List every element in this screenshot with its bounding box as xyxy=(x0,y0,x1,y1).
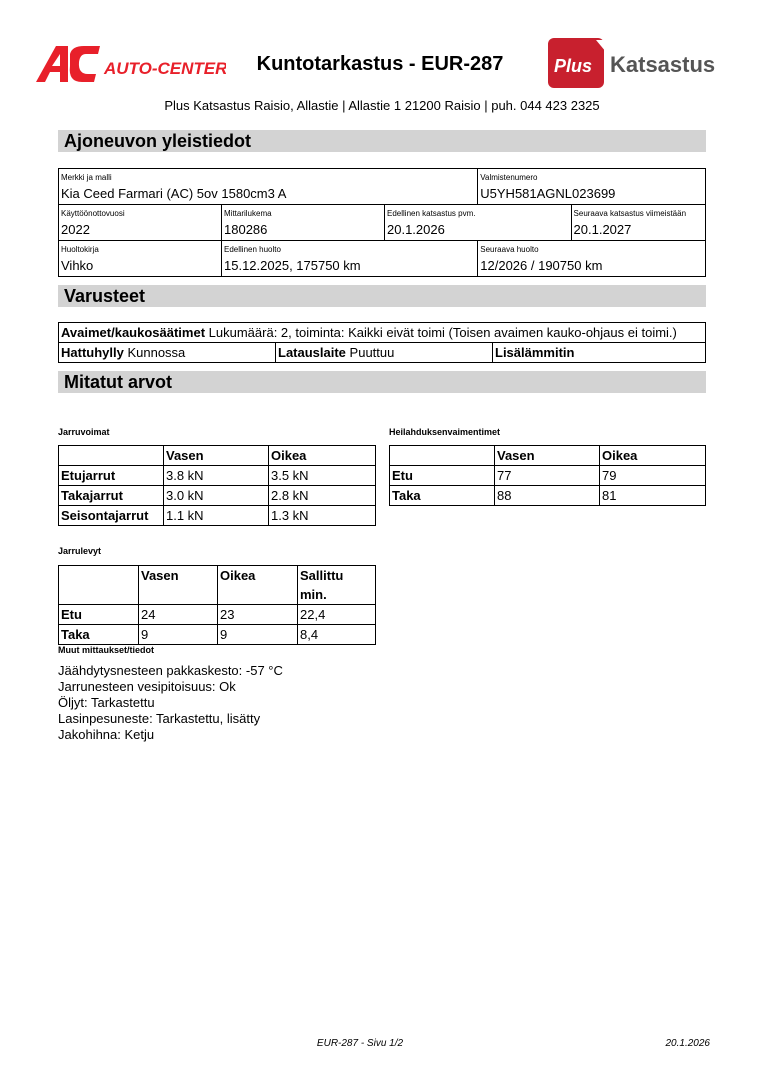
misc-title: Muut mittaukset/tiedot xyxy=(58,645,154,655)
odometer-cell xyxy=(222,205,385,241)
discs-row-min: 8,4 xyxy=(298,625,376,645)
logo-left-text: Auto-Center xyxy=(104,59,226,78)
table-row xyxy=(59,506,376,526)
table-row xyxy=(59,466,376,486)
discs-row-right: 23 xyxy=(218,605,298,625)
keys-cell xyxy=(59,323,706,343)
shocks-row-left: 77 xyxy=(495,466,600,486)
auto-center-logo xyxy=(36,42,226,86)
brakes-row-right: 1.3 kN xyxy=(269,506,376,526)
aux-heater-label: Lisälämmitin xyxy=(495,345,575,360)
brakes-row-label: Seisontajarrut xyxy=(59,506,164,526)
last-service-cell xyxy=(222,241,478,277)
last-inspection-cell xyxy=(385,205,572,241)
brakes-row-right: 3.5 kN xyxy=(269,466,376,486)
year-label: Käyttöönottovuosi xyxy=(61,209,125,218)
brakes-row-right: 2.8 kN xyxy=(269,486,376,506)
shocks-row-label: Taka xyxy=(390,486,495,506)
parcel-shelf-cell xyxy=(59,343,276,363)
shocks-header-empty xyxy=(390,446,495,466)
charger-value: Puuttuu xyxy=(349,345,395,360)
make-model-cell xyxy=(59,169,478,205)
station-address: Plus Katsastus Raisio, Allastie | Allastie 1 21200 Raisio | puh. 044 423 2325 xyxy=(164,98,600,113)
next-service-value: 12/2026 / 190750 km xyxy=(480,258,603,273)
vin-value: U5YH581AGNL023699 xyxy=(480,186,616,201)
discs-header-right: Oikea xyxy=(218,566,298,605)
logo-katsastus-text: Katsastus xyxy=(610,52,716,77)
list-item: Lasinpesuneste: Tarkastettu, lisätty xyxy=(58,711,261,726)
parcel-shelf-label: Hattuhylly xyxy=(61,345,124,360)
footer-date: 20.1.2026 xyxy=(665,1038,710,1049)
last-inspection-label: Edellinen katsastus pvm. xyxy=(387,209,476,218)
list-item: Jakohihna: Ketju xyxy=(58,727,155,742)
brakes-title: Jarruvoimat xyxy=(58,427,110,437)
shocks-header-right: Oikea xyxy=(600,446,706,466)
misc-list xyxy=(58,663,283,743)
last-inspection-value: 20.1.2026 xyxy=(387,222,445,237)
vin-label: Valmistenumero xyxy=(480,173,538,182)
shocks-row-right: 81 xyxy=(600,486,706,506)
last-service-label: Edellinen huolto xyxy=(224,245,281,254)
table-row xyxy=(59,486,376,506)
brakes-table xyxy=(58,445,376,526)
odometer-value: 180286 xyxy=(224,222,268,237)
charger-cell xyxy=(276,343,493,363)
discs-header-empty xyxy=(59,566,139,605)
plus-katsastus-logo xyxy=(548,38,728,90)
discs-row-left: 24 xyxy=(139,605,218,625)
vin-cell xyxy=(478,169,706,205)
discs-row-left: 9 xyxy=(139,625,218,645)
keys-label: Avaimet/kaukosäätimet xyxy=(61,325,206,340)
brakes-row-label: Takajarrut xyxy=(59,486,164,506)
general-info-table xyxy=(58,168,706,277)
next-service-label: Seuraava huolto xyxy=(480,245,539,254)
discs-row-label: Etu xyxy=(59,605,139,625)
section-title-measured: Mitatut arvot xyxy=(58,371,706,393)
shocks-header-left: Vasen xyxy=(495,446,600,466)
next-inspection-value: 20.1.2027 xyxy=(573,222,632,237)
shocks-table xyxy=(389,445,706,506)
parcel-shelf-value: Kunnossa xyxy=(127,345,186,360)
charger-label: Latauslaite xyxy=(278,345,346,360)
discs-row-right: 9 xyxy=(218,625,298,645)
section-title-equipment: Varusteet xyxy=(58,285,706,307)
year-cell xyxy=(59,205,222,241)
document-title: Kuntotarkastus - EUR-287 xyxy=(256,53,504,75)
odometer-label: Mittarilukema xyxy=(224,209,272,218)
keys-value: Lukumäärä: 2, toiminta: Kaikki eivät toimi (Toisen avaimen kauko-ohjaus ei toimi.) xyxy=(208,325,677,340)
table-row xyxy=(59,625,376,645)
table-row xyxy=(390,446,706,466)
brakes-header-left: Vasen xyxy=(164,446,269,466)
discs-row-min: 22,4 xyxy=(298,605,376,625)
shocks-row-left: 88 xyxy=(495,486,600,506)
shocks-row-label: Etu xyxy=(390,466,495,486)
brakes-row-label: Etujarrut xyxy=(59,466,164,486)
service-book-label: Huoltokirja xyxy=(61,245,99,254)
discs-header-left: Vasen xyxy=(139,566,218,605)
discs-header-min: Sallittu min. xyxy=(298,566,376,605)
make-model-label: Merkki ja malli xyxy=(61,173,112,182)
table-row xyxy=(390,466,706,486)
brakes-row-left: 1.1 kN xyxy=(164,506,269,526)
service-book-cell xyxy=(59,241,222,277)
list-item: Jäähdytysnesteen pakkaskesto: -57 °C xyxy=(58,663,283,678)
table-row xyxy=(390,486,706,506)
make-model-value: Kia Ceed Farmari (AC) 5ov 1580cm3 A xyxy=(61,186,287,201)
list-item: Jarrunesteen vesipitoisuus: Ok xyxy=(58,679,236,694)
equipment-table xyxy=(58,322,706,363)
table-row xyxy=(59,566,376,605)
discs-table xyxy=(58,565,376,645)
footer-page-number: EUR-287 - Sivu 1/2 xyxy=(316,1038,404,1049)
list-item: Öljyt: Tarkastettu xyxy=(58,695,155,710)
table-row xyxy=(59,605,376,625)
discs-row-label: Taka xyxy=(59,625,139,645)
brakes-header-empty xyxy=(59,446,164,466)
year-value: 2022 xyxy=(61,222,90,237)
discs-title: Jarrulevyt xyxy=(58,546,102,556)
last-service-value: 15.12.2025, 175750 km xyxy=(224,258,361,273)
section-title-general: Ajoneuvon yleistiedot xyxy=(58,130,706,152)
brakes-header-right: Oikea xyxy=(269,446,376,466)
shocks-title: Heilahduksenvaimentimet xyxy=(389,427,501,437)
brakes-row-left: 3.8 kN xyxy=(164,466,269,486)
service-book-value: Vihko xyxy=(61,258,94,273)
logo-plus-text: Plus xyxy=(554,56,593,76)
brakes-row-left: 3.0 kN xyxy=(164,486,269,506)
table-row xyxy=(59,446,376,466)
next-inspection-label: Seuraava katsastus viimeistään xyxy=(573,209,687,218)
next-service-cell xyxy=(478,241,706,277)
aux-heater-cell xyxy=(493,343,706,363)
ac-logo-mark-icon xyxy=(36,46,100,82)
next-inspection-cell xyxy=(571,205,705,241)
shocks-row-right: 79 xyxy=(600,466,706,486)
